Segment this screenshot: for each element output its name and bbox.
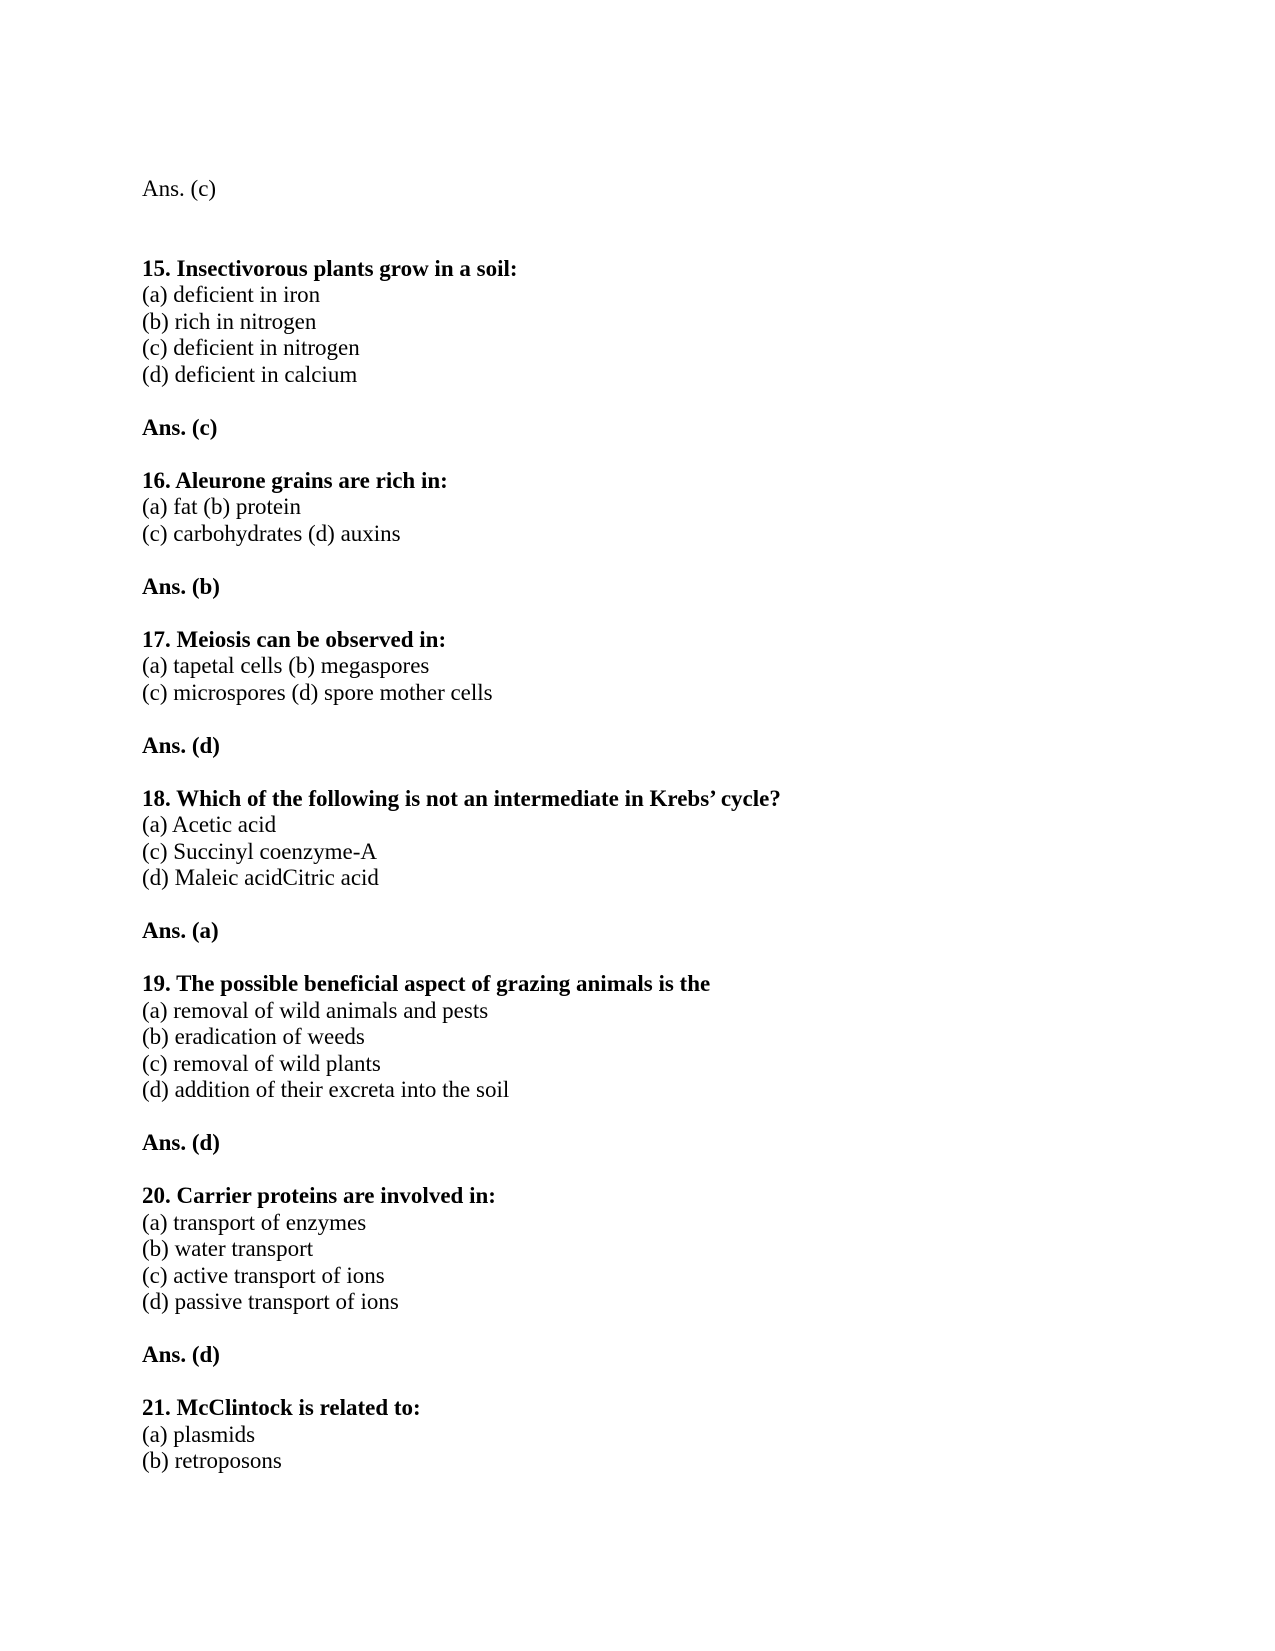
- question-option: (b) water transport: [142, 1236, 314, 1261]
- question-option: (c) microspores (d) spore mother cells: [142, 679, 493, 705]
- answer-text: Ans. (c): [142, 176, 217, 201]
- question-option: (a) tapetal cells (b) megaspores: [142, 653, 430, 678]
- answer-text: Ans. (d): [142, 732, 220, 758]
- question-option: (c) Succinyl coenzyme-A: [142, 838, 378, 864]
- answer-text: Ans. (b): [142, 573, 220, 599]
- question-title: 17. Meiosis can be observed in:: [142, 626, 447, 652]
- question-title: 21. McClintock is related to:: [142, 1395, 421, 1420]
- question-option: (a) plasmids: [142, 1421, 256, 1447]
- question-option: (a) fat (b) protein: [142, 494, 302, 519]
- answer-text: Ans. (c): [142, 414, 218, 440]
- answer-text: Ans. (a): [142, 918, 219, 943]
- question-title: 19. The possible beneficial aspect of grazing animals is the: [142, 971, 711, 996]
- question-option: (a) deficient in iron: [142, 282, 321, 307]
- question-option: (b) eradication of weeds: [142, 1024, 365, 1049]
- question-option: (d) Maleic acidCitric acid: [142, 865, 379, 890]
- question-option: (a) Acetic acid: [142, 812, 277, 837]
- question-title: 20. Carrier proteins are involved in:: [142, 1183, 496, 1208]
- questions-container: [142, 256, 1155, 1475]
- question-option: (d) passive transport of ions: [142, 1289, 399, 1314]
- question-block: [142, 1395, 1155, 1475]
- question-option: (b) rich in nitrogen: [142, 308, 317, 334]
- question-title: 18. Which of the following is not an intermediate in Krebs’ cycle?: [142, 785, 781, 811]
- question-option: (d) deficient in calcium: [142, 361, 358, 387]
- question-option: (a) removal of wild animals and pests: [142, 997, 489, 1023]
- question-option: (a) transport of enzymes: [142, 1209, 367, 1235]
- question-option: (c) removal of wild plants: [142, 1050, 381, 1076]
- question-title: 16. Aleurone grains are rich in:: [142, 467, 448, 493]
- question-option: (b) retroposons: [142, 1448, 282, 1473]
- question-block: [142, 971, 1155, 1104]
- question-option: (d) addition of their excreta into the soil: [142, 1077, 510, 1102]
- question-option: (c) active transport of ions: [142, 1262, 385, 1288]
- question-option: (c) carbohydrates (d) auxins: [142, 520, 401, 546]
- answer-text: Ans. (d): [142, 1342, 220, 1367]
- question-block: [142, 256, 1155, 389]
- question-block: [142, 1183, 1155, 1316]
- answer-text: Ans. (d): [142, 1130, 220, 1155]
- question-title: 15. Insectivorous plants grow in a soil:: [142, 255, 518, 281]
- question-block: [142, 786, 1155, 892]
- question-option: (c) deficient in nitrogen: [142, 335, 360, 360]
- question-block: [142, 468, 1155, 548]
- question-block: [142, 627, 1155, 707]
